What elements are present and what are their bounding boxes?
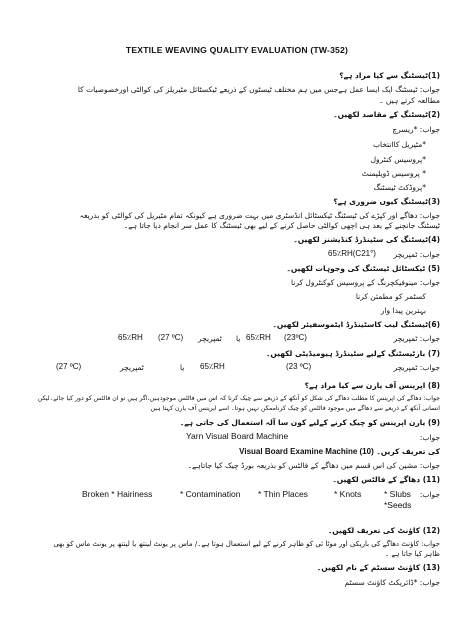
answer-9-label: جواب:	[419, 433, 440, 442]
question-7: (7) بارٹیسٹنگ کےلیے سٹینڈرڈ ہیومیڈیٹی لکھیں۔	[266, 349, 440, 358]
question-8: (8) اپرینس آف یارن سے کیا مراد ہے؟	[304, 381, 440, 390]
fault-item: * Slubs	[384, 489, 411, 499]
question-3: (3)ٹیسٹنگ کیوں ضروری ہے؟	[333, 197, 440, 206]
temp-label: ٹمپریچر	[120, 363, 144, 372]
question-2: (2)ٹیسٹنگ کے مقاصد لکھیں۔	[333, 110, 440, 119]
answer-1-line-1: جواب: ٹیسٹنگ ایک ایسا عمل ہےجس میں ہم مختلف ٹیسٹوں کے ذریعے ٹیکسٹائل مٹیریلز کی کوالٹی اورخصوصیات کا	[77, 85, 440, 94]
humidity-value: 65٪RH	[246, 333, 271, 342]
list-item: بہترین پیدا وار	[380, 306, 426, 315]
temp-label: ٹمپریچر	[198, 334, 222, 343]
answer-4: جواب: ٹمپریچر	[393, 250, 440, 259]
temp-value: (23ºC)	[284, 333, 307, 342]
answer-7-label: جواب: ٹمپریچر	[393, 363, 440, 372]
answer-8-line-2: انسانی آنکھ کے ذریعے سے دھاگے میں موجود فالٹس کو چیک کرناممکن نہیں ہوتا۔ اسے اپرینس آف یارن کہتا ہیں	[150, 405, 440, 412]
list-item: کسٹمر کو مطمئن کرنا	[355, 292, 426, 301]
fault-item: *Seeds	[384, 500, 412, 510]
question-6: (6)ٹیسٹنگ لیب کاسٹینڈرڈ ایٹموسفیئر لکھیں۔	[272, 320, 440, 329]
or-text: یا	[180, 363, 185, 372]
machine-name: Yarn Visual Board Machine	[186, 431, 289, 441]
answer-1-line-2: مطالعہ کرتے ہیں ۔	[379, 96, 440, 105]
answer-10: جواب: مشین کی اس قسم میں دھاگے کے فالٹس کو بذریعہ بورڈ چیک کیا جاتاہے۔	[187, 461, 440, 470]
answer-3-line-1: جواب: دھاگے اور کپڑے کی ٹیسٹنگ ٹیکسٹائل انڈسٹری میں بہت ضروری ہے کیونکہ تمام مٹیریل کی کوالٹی کو بذریعہ	[79, 211, 440, 220]
list-item: *پروڈکٹ ٹیسٹنگ	[373, 183, 426, 192]
question-9: (9) یارن اپرینس کو چیک کرنے کےلیے کون سا آلہ استعمال کی جاتی ہے۔	[179, 418, 440, 427]
fault-item: * Thin Places	[258, 489, 308, 499]
question-4: (4)ٹیسٹنگ کی سٹینڈرڈ کنڈیشنز لکھیں۔	[293, 235, 440, 244]
question-5: (5) ٹیکسٹائل ٹیسٹنگ کی وجوہات لکھیں۔	[286, 264, 440, 273]
question-1: (1)ٹیسٹنگ سے کیا مراد ہے؟	[339, 71, 440, 80]
fault-item: * Contamination	[180, 489, 241, 499]
list-item: *پروسیس کنٹرول	[370, 155, 426, 164]
page-title: TEXTILE WEAVING QUALITY EVALUATION (TW-352)	[125, 45, 349, 55]
answer-12-line-1: جواب: کاؤنٹ دھاگے کی باریکی اور موٹا ئی کو ظاہر کرنے کے لیے استعمال ہوتا ہے۔/ ماس پر یونٹ لینتھ یا لینتھ پر یونٹ ماس کو بھی	[53, 540, 440, 548]
question-10-english: Visual Board Examine Machine (10)	[239, 447, 374, 456]
question-10-urdu: کی تعریف کریں۔	[376, 447, 440, 456]
question-10	[239, 448, 440, 456]
temp-value: (27 ºC)	[158, 333, 184, 342]
or-text: یا	[236, 334, 241, 343]
condition-value: 65٪RH(C21°)	[328, 249, 376, 258]
humidity-value: 65٪RH	[118, 333, 143, 342]
temp-value: (23 ºC)	[286, 362, 312, 371]
answer-11-label: جواب:	[419, 490, 440, 499]
answer-5: جواب: مینوفیکچرنگ کے پروسیس کوکنٹرول کرنا	[290, 278, 440, 287]
answer-13: جواب: *ڈائریکٹ کاؤنٹ سسٹم	[344, 578, 440, 587]
temp-value: (27 ºC)	[56, 362, 82, 371]
answer-8-line-1: جواب: دھاگے کی اپرینس کا مطلب دھاگے کی شکل کو آنکھ کے ذریعے سے چیک کرنا کہ اس میں فالٹس موجودہیں،اگر ہیں تو ان فالٹس کو دور کیا جائے۔لیکن	[37, 395, 440, 402]
question-11: (11) دھاگے کے فالٹس لکھیں۔	[332, 475, 440, 484]
answer-2: جواب: *ریسرچ	[392, 125, 440, 134]
question-12: (12) کاؤنٹ کی تعریف لکھیں۔	[327, 526, 440, 535]
question-13: (13) کاؤنٹ سسٹم کے نام لکھیں۔	[316, 563, 440, 572]
fault-item: Broken * Hairiness	[82, 489, 153, 499]
answer-12-line-2: ظاہر کیا جاتا ہے ۔	[385, 550, 440, 558]
answer-6-label: جواب: ٹمپریچر	[393, 334, 440, 343]
list-item: * پروسیس ڈویلپمنٹ	[361, 169, 426, 178]
humidity-value: 65٪RH	[200, 362, 225, 371]
list-item: *مٹیریل کاانتخاب	[372, 140, 426, 149]
fault-item: * Knots	[334, 489, 362, 499]
answer-3-line-2: ٹیسٹنگ جانچنے کے بعد ہی اچھی کوالٹی حاصل کرنے کے لیے بھی ٹیسٹنگ کا عمل سر انجام دیا جاتا ہے۔	[123, 221, 440, 230]
